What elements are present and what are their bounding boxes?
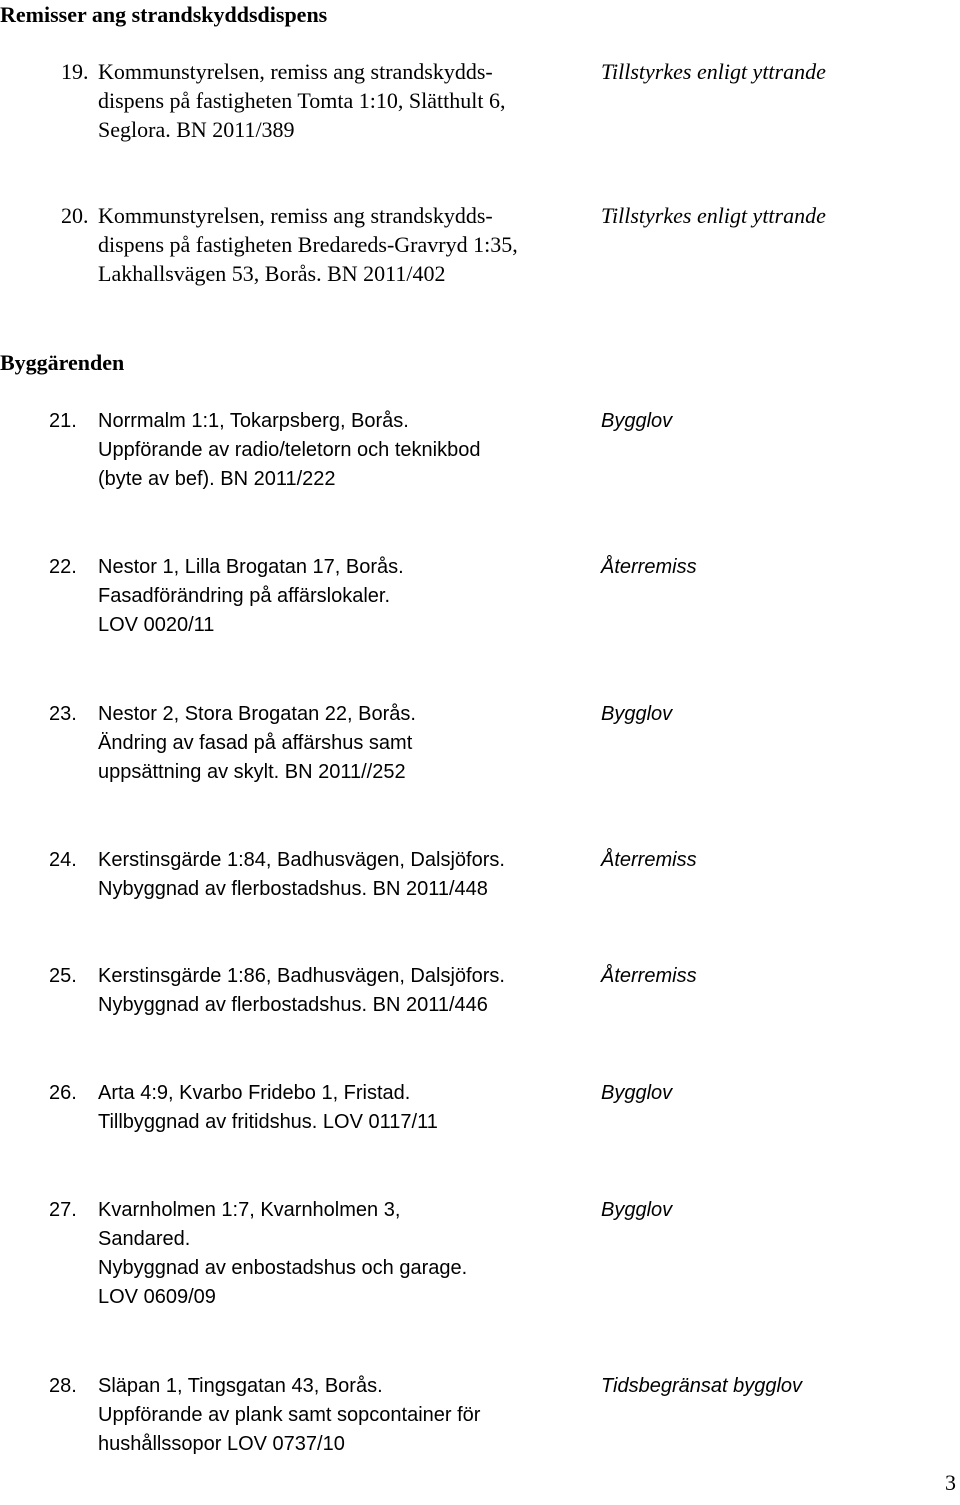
item-line: Nybyggnad av enbostadshus och garage.: [98, 1257, 468, 1279]
item-line: Uppförande av radio/teletorn och teknikbod: [98, 439, 481, 461]
item-description: [98, 1079, 593, 1137]
item-number: 24.: [49, 849, 77, 871]
item-decision: Bygglov: [601, 703, 673, 725]
item-line: Kvarnholmen 1:7, Kvarnholmen 3,: [98, 1199, 401, 1221]
item-decision: Bygglov: [601, 410, 673, 432]
item-description: [98, 700, 593, 787]
item-line: Nestor 1, Lilla Brogatan 17, Borås.: [98, 556, 404, 578]
item-line: Nybyggnad av flerbostadshus. BN 2011/448: [98, 878, 488, 900]
item-line: LOV 0609/09: [98, 1286, 216, 1308]
item-line: Sandared.: [98, 1228, 191, 1250]
item-description: [98, 553, 593, 640]
item-description: [98, 407, 593, 494]
item-description: [98, 1372, 593, 1459]
item-description: [98, 846, 593, 904]
item-decision: Tidsbegränsat bygglov: [601, 1375, 803, 1397]
item-decision: Bygglov: [601, 1199, 673, 1221]
item-decision: Återremiss: [601, 965, 697, 987]
item-number: 23.: [49, 703, 77, 725]
item-line: Nestor 2, Stora Brogatan 22, Borås.: [98, 703, 416, 725]
item-line: LOV 0020/11: [98, 614, 215, 636]
item-line: Kommunstyrelsen, remiss ang strandskydds-: [98, 59, 493, 84]
item-line: hushållssopor LOV 0737/10: [98, 1433, 345, 1455]
item-number: 22.: [49, 556, 77, 578]
item-number: 26.: [49, 1082, 77, 1104]
item-number: 19.: [61, 59, 89, 84]
item-description: [98, 57, 593, 144]
item-number: 20.: [61, 203, 89, 228]
item-description: [98, 962, 593, 1020]
item-line: Släpan 1, Tingsgatan 43, Borås.: [98, 1375, 383, 1397]
item-number: 21.: [49, 410, 77, 432]
item-decision: Återremiss: [601, 849, 697, 871]
item-decision: Tillstyrkes enligt yttrande: [601, 203, 826, 228]
item-decision: Bygglov: [601, 1082, 673, 1104]
item-line: Uppförande av plank samt sopcontainer för: [98, 1404, 481, 1426]
item-decision: Tillstyrkes enligt yttrande: [601, 59, 826, 84]
section-heading-byggarenden: Byggärenden: [0, 350, 125, 375]
item-line: Tillbyggnad av fritidshus. LOV 0117/11: [98, 1111, 438, 1133]
item-line: Norrmalm 1:1, Tokarpsberg, Borås.: [98, 410, 409, 432]
item-line: uppsättning av skylt. BN 2011//252: [98, 761, 406, 783]
section-heading-remisser: Remisser ang strandskyddsdispens: [0, 2, 328, 27]
item-number: 27.: [49, 1199, 77, 1221]
item-number: 28.: [49, 1375, 77, 1397]
item-line: Kommunstyrelsen, remiss ang strandskydds-: [98, 203, 493, 228]
item-line: dispens på fastigheten Bredareds-Gravryd 1:35,: [98, 232, 518, 257]
item-line: dispens på fastigheten Tomta 1:10, Slätthult 6,: [98, 88, 506, 113]
item-description: [98, 201, 593, 288]
item-line: Lakhallsvägen 53, Borås. BN 2011/402: [98, 261, 446, 286]
item-line: Nybyggnad av flerbostadshus. BN 2011/446: [98, 994, 488, 1016]
item-number: 25.: [49, 965, 77, 987]
item-line: Arta 4:9, Kvarbo Fridebo 1, Fristad.: [98, 1082, 411, 1104]
item-line: Kerstinsgärde 1:86, Badhusvägen, Dalsjöfors.: [98, 965, 505, 987]
item-line: Fasadförändring på affärslokaler.: [98, 585, 391, 607]
page-number: 3: [945, 1470, 956, 1495]
item-line: Seglora. BN 2011/389: [98, 117, 295, 142]
item-line: Kerstinsgärde 1:84, Badhusvägen, Dalsjöfors.: [98, 849, 505, 871]
item-line: Ändring av fasad på affärshus samt: [98, 732, 413, 754]
item-decision: Återremiss: [601, 556, 697, 578]
item-description: [98, 1196, 593, 1312]
item-line: (byte av bef). BN 2011/222: [98, 468, 336, 490]
